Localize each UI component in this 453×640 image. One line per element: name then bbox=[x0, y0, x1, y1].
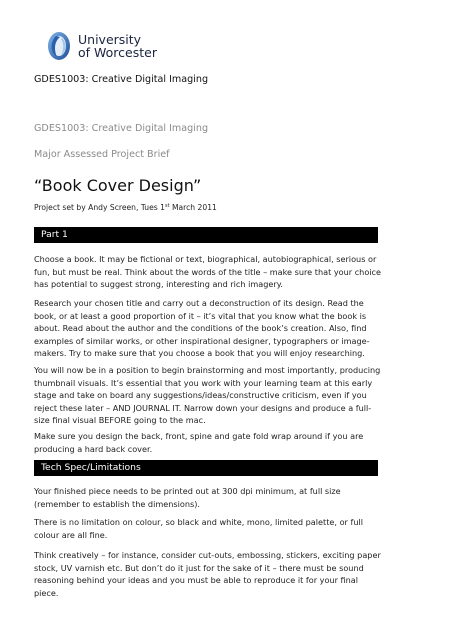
paragraph: Your finished piece needs to be printed out at 300 dpi minimum, at full size (remember to establish the dimensions). bbox=[34, 486, 341, 509]
set-by-ordinal: st bbox=[164, 203, 170, 209]
paragraph: Think creatively – for instance, consider cut-outs, embossing, stickers, exciting paper stock, UV varnish etc. But don’t do it just for the sake of it – there must be sound reasoning behind your ideas and you must be able to reproduce it for your final piece. bbox=[34, 550, 381, 598]
course-header: GDES1003: Creative Digital Imaging bbox=[34, 74, 209, 85]
section-heading-tech-spec: Tech Spec/Limitations bbox=[34, 460, 378, 476]
section-heading-part-1: Part 1 bbox=[34, 227, 378, 243]
paragraph: Research your chosen title and carry out a deconstruction of its design. Read the book, or at least a good proportion of it – it’s vital that you know what the book is about. Read about the author and the conditions of the book’s creation. Also, find examples of similar works, or other inspirational designer, typographers or image-makers. Try to make sure that you choose a book that you will enjoy researching. bbox=[34, 298, 370, 359]
paragraph: You will now be in a position to begin brainstorming and most importantly, producing thumbnail visuals. It’s essential that you work with your learning team at this early stage and take on board any suggestions/ideas/constructive criticism, even if you reject these later – AND JOURNAL IT. Narrow down your designs and produce a full-size final visual BEFORE going to the mac. bbox=[34, 365, 381, 426]
university-name bbox=[78, 33, 157, 59]
university-logo bbox=[46, 30, 157, 62]
university-name-line1: University bbox=[78, 32, 142, 47]
paragraph: Choose a book. It may be fictional or text, biographical, autobiographical, serious or fun, but must be real. Think about the words of the title – make sure that your choice has potential to suggest strong, interesting and rich imagery. bbox=[34, 254, 382, 290]
paragraph: Make sure you design the back, front, spine and gate fold wrap around if you are producing a hard back cover. bbox=[34, 431, 364, 454]
set-by-prefix: Project set by Andy Screen, Tues 1 bbox=[34, 203, 165, 212]
set-by-line bbox=[34, 203, 217, 212]
set-by-suffix: March 2011 bbox=[169, 203, 217, 212]
university-crest-icon bbox=[46, 30, 72, 62]
page-title: “Book Cover Design” bbox=[34, 176, 202, 195]
university-name-line2: of Worcester bbox=[78, 45, 157, 60]
brief-subtitle: Major Assessed Project Brief bbox=[34, 149, 170, 160]
paragraph: There is no limitation on colour, so black and white, mono, limited palette, or full colour are all fine. bbox=[34, 517, 363, 540]
course-title: GDES1003: Creative Digital Imaging bbox=[34, 123, 209, 134]
